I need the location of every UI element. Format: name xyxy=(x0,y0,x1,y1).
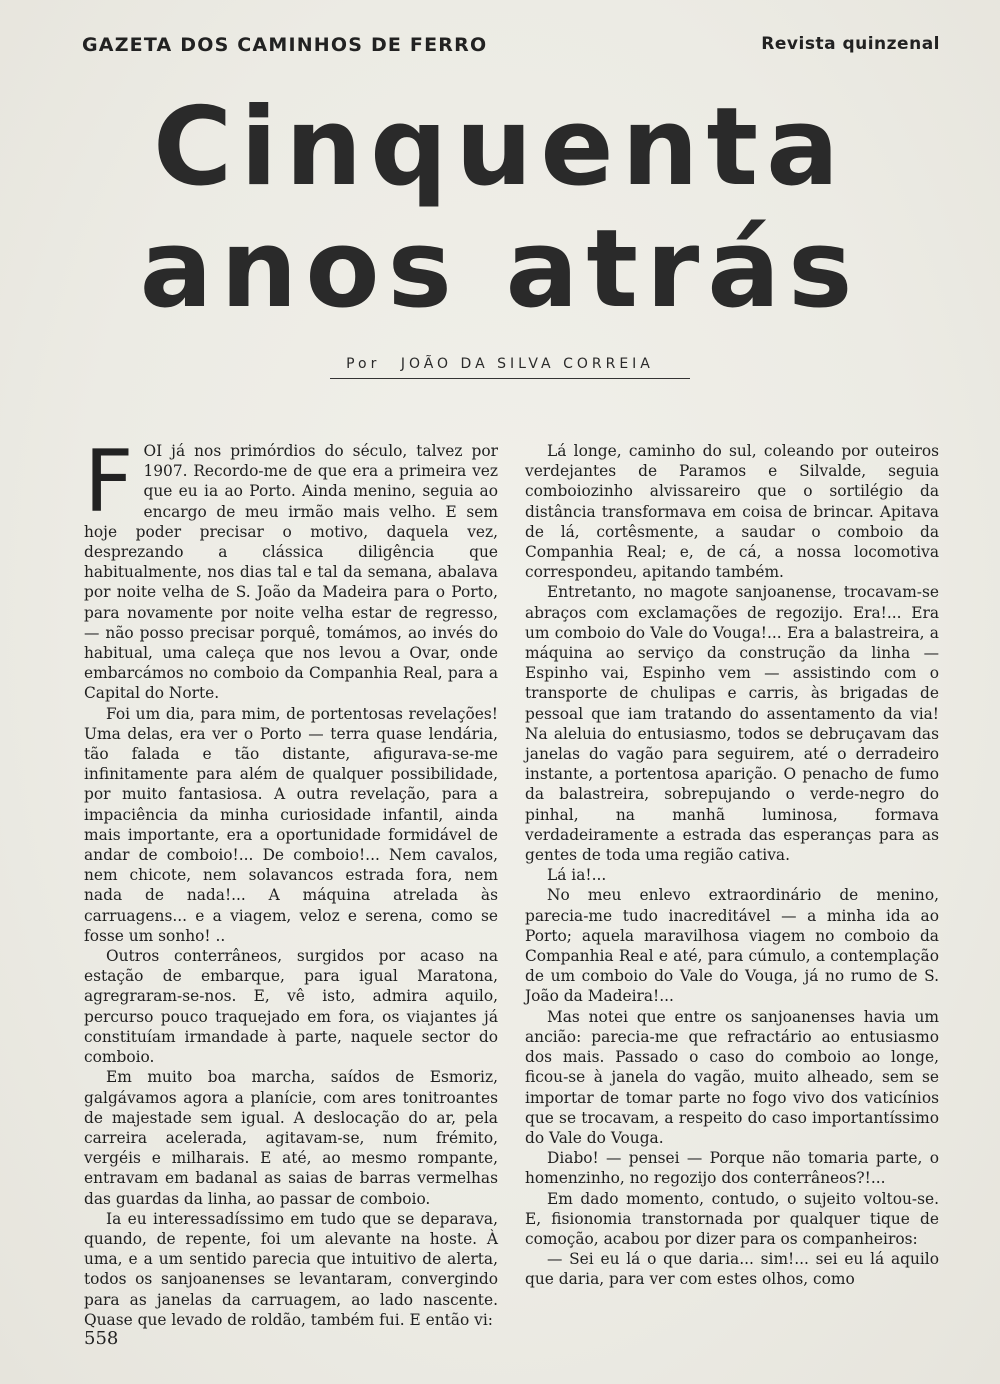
paragraph: Outros conterrâneos, surgidos por acaso na estação de embarque, para igual Maratona, agregraram-se-nos. E, vê isto, admira aquilo, percurso pouco traquejado em fora, os viajantes já constituíam irmandade à parte, naquele sector do comboio. xyxy=(84,947,498,1067)
byline-prefix: Por xyxy=(346,356,381,372)
article-title-line-1: Cinquenta xyxy=(152,85,847,210)
paragraph: Ia eu interessadíssimo em tudo que se deparava, quando, de repente, foi um alevante na hoste. À uma, e a um sentido parecia que intuitivo de alerta, todos os sanjoanenses se levantaram, convergindo para as janelas da carruagem, ao lado nascente. Quase que levado de roldão, também fui. E então vi: xyxy=(84,1209,498,1329)
paragraph: Diabo! — pensei — Porque não tomaria parte, o homenzinho, no regozijo dos conterrâneos?!... xyxy=(525,1149,939,1188)
paragraph: FOI já nos primórdios do século, talvez por 1907. Recordo-me de que era a primeira vez que eu ia ao Porto. Ainda menino, seguia ao encargo de meu irmão mais velho. E sem hoje poder precisar o motivo, daquela vez, desprezando a clássica diligência que habitualmente, nos dias tal e tal da semana, abalava por noite velha de S. João da Madeira para o Porto, para novamente por noite velha estar de regresso, — não posso precisar porquê, tomámos, ao invés do habitual, uma caleça que nos levou a Ovar, onde embarcámos no comboio da Companhia Real, para a Capital do Norte. xyxy=(84,432,498,703)
drop-cap: F xyxy=(84,432,134,532)
publication-name: GAZETA DOS CAMINHOS DE FERRO xyxy=(82,34,488,56)
paragraph: Lá ia!... xyxy=(547,866,607,885)
paragraph: Foi um dia, para mim, de portentosas revelações! Uma delas, era ver o Porto — terra quase lendária, tão falada e tão distante, afigurava-se-me infinitamente para além de qualquer possibilidade, por muito fantasiosa. A outra revelação, para a impaciência da minha curiosidade infantil, ainda mais importante, era a oportunidade formidável de andar de comboio!... De comboio!... Nem cavalos, nem chicote, nem solavancos estrada fora, nem nada de nada!... A máquina atrelada às carruagens... e a viagem, veloz e serena, como se fosse um sonho! .. xyxy=(84,704,498,945)
paragraph: Lá longe, caminho do sul, coleando por outeiros verdejantes de Paramos e Silvalde, seguia comboiozinho alvissareiro que o sortilégio da distância transformava em coisa de brincar. Apitava de lá, cortêsmente, a saudar o comboio da Companhia Real; e, de cá, a nossa locomotiva correspondeu, apitando também. xyxy=(525,442,939,582)
running-header xyxy=(82,34,940,60)
paragraph: Mas notei que entre os sanjoanenses havia um ancião: parecia-me que refractário ao entusiasmo dos mais. Passado o caso do comboio ao longe, ficou-se à janela do vagão, muito alheado, sem se importar de tomar parte no fogo vivo dos vaticínios que se trocavam, a respeito do caso importantíssimo do Vale do Vouga. xyxy=(525,1007,939,1147)
publication-frequency: Revista quinzenal xyxy=(761,34,940,54)
paragraph: Em dado momento, contudo, o sujeito voltou-se. E, fisionomia transtornada por qualquer tique de comoção, acabou por dizer para os companheiros: xyxy=(525,1189,939,1248)
paragraph: — Sei eu lá o que daria... sim!... sei eu lá aquilo que daria, para ver com estes olhos, como xyxy=(525,1250,939,1289)
byline-rule xyxy=(330,378,690,379)
paragraph: Em muito boa marcha, saídos de Esmoriz, galgávamos agora a planície, com ares tonitroantes de majestade sem igual. A deslocação do ar, pela carreira acelerada, agitavam-se, num frémito, vergéis e milharais. E até, ao mesmo rompante, entravam em badanal as saias de barras vermelhas das guardas da linha, ao passar de comboio. xyxy=(84,1068,498,1208)
article-title-line-2: anos atrás xyxy=(139,207,861,332)
author-name: JOÃO DA SILVA CORREIA xyxy=(400,356,654,372)
page-number: 558 xyxy=(84,1328,119,1349)
paragraph: Entretanto, no magote sanjoanense, trocavam-se abraços com exclamações de regozijo. Era!... Era um comboio do Vale do Vouga!... Era a balastreira, a máquina ao serviço da construção da linha — Espinho vai, Espinho vem — assistindo com o transporte de chulipas e carris, às brigadas de pessoal que iam tratando do assentamento da via! Na aleluia do entusiasmo, todos se debruçavam das janelas do vagão para seguirem, até o derradeiro instante, a portentosa aparição. O penacho de fumo da balastreira, sobrepujando o verde-negro do pinhal, na manhã luminosa, formava verdadeiramente a estrada das esperanças para as gentes de toda uma região cativa. xyxy=(525,583,939,865)
byline xyxy=(0,356,1000,372)
text-column-right xyxy=(525,441,939,1301)
paragraph: No meu enlevo extraordinário de menino, parecia-me tudo inacreditável — a minha ida ao Porto; aquela maravilhosa viagem no comboio da Companhia Real e até, para cúmulo, a contemplação de um comboio do Vale do Vouga, já no rumo de S. João da Madeira!... xyxy=(525,886,939,1006)
text-column-left xyxy=(84,432,498,1329)
